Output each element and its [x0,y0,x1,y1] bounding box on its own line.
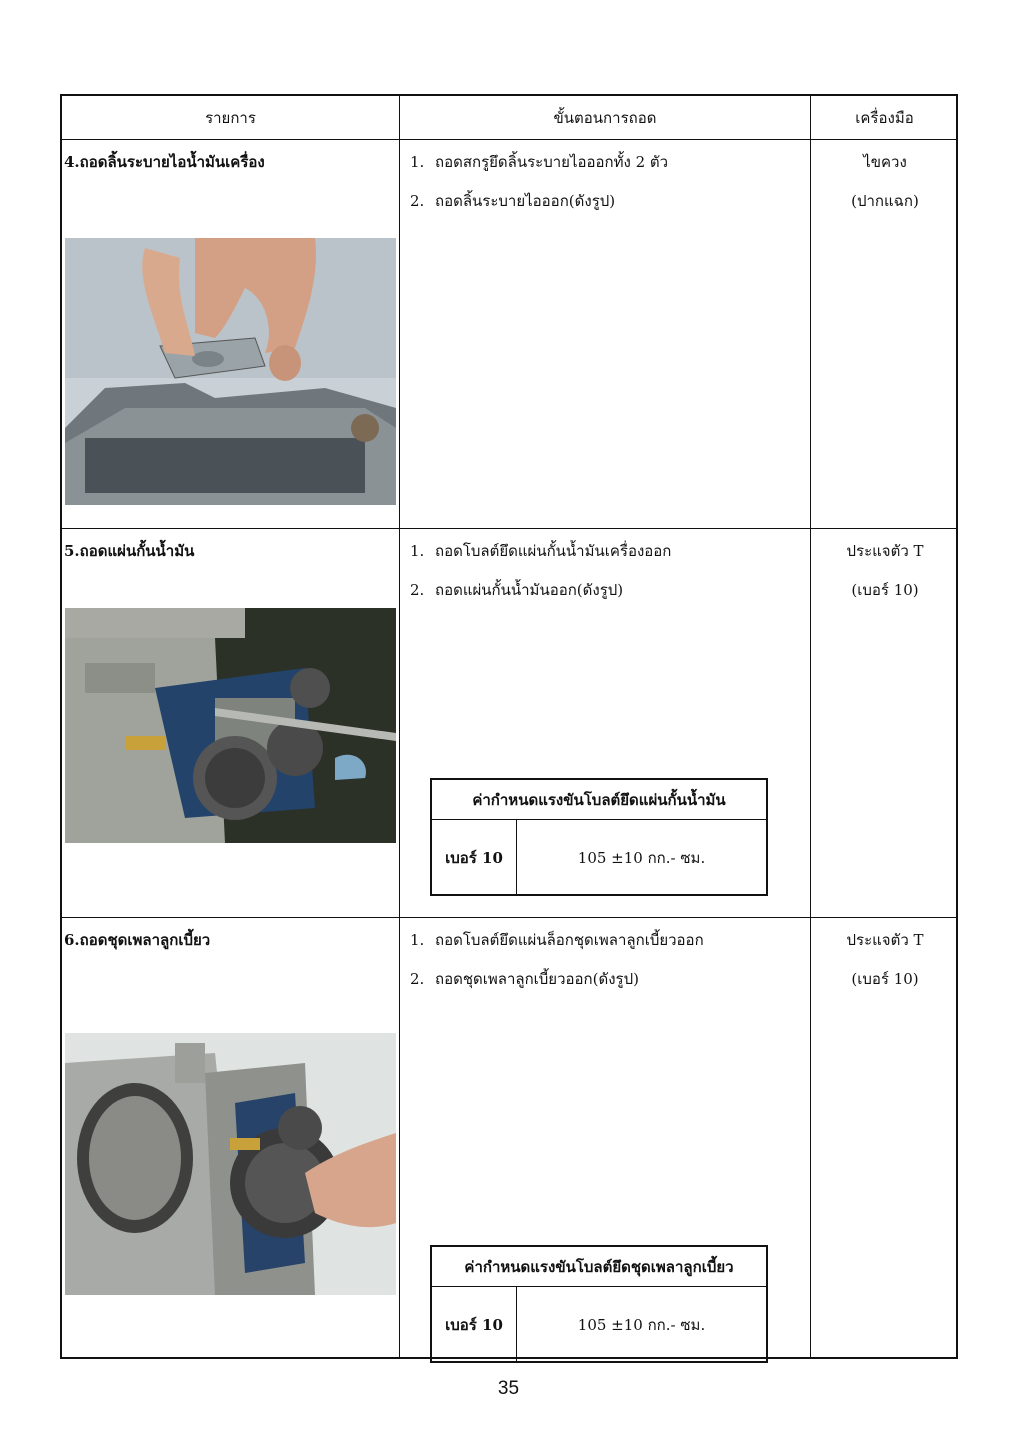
torque-spec-header: ค่ากำหนดแรงขันโบลต์ยึดชุดเพลาลูกเบี้ยว [432,1247,766,1287]
step-item: 1. ถอดสกรูยึดลิ้นระบายไอออกทั้ง 2 ตัว [410,153,669,171]
camshaft-assembly-photo [65,1033,396,1295]
tools-list [812,928,958,1006]
steps-list [410,539,810,617]
tool-spec: (ปากแฉก) [851,192,919,210]
row-title: 4.ถอดลิ้นระบายไอน้ำมันเครื่อง [64,153,265,171]
step-item: 1. ถอดโบลต์ยึดแผ่นกั้นน้ำมันเครื่องออก [410,542,672,560]
oil-baffle-plate-photo [65,608,396,843]
table-row [62,140,958,528]
torque-spec-value: 105 ±10 กก.- ซม. [577,848,706,867]
steps-list [410,928,810,1006]
breather-valve-photo [65,238,396,505]
tool-spec: (เบอร์ 10) [851,581,919,599]
header-tools: เครื่องมือ [855,109,914,127]
table-row [62,918,958,1359]
torque-spec-value: 105 ±10 กก.- ซม. [577,1315,706,1334]
step-item: 2. ถอดแผ่นกั้นน้ำมันออก(ดังรูป) [410,581,624,599]
tools-list [812,539,958,617]
tools-list [812,150,958,228]
tool-name: ไขควง [863,153,907,171]
row-title: 5.ถอดแผ่นกั้นน้ำมัน [64,542,195,560]
row-title: 6.ถอดชุดเพลาลูกเบี้ยว [64,931,211,949]
disassembly-table [60,94,958,1359]
steps-list [410,150,810,228]
header-steps: ขั้นตอนการถอด [553,109,657,127]
torque-spec-label: เบอร์ 10 [432,1287,517,1362]
step-item: 2. ถอดชุดเพลาลูกเบี้ยวออก(ดังรูป) [410,970,639,988]
page-number: 35 [497,1378,520,1399]
tool-spec: (เบอร์ 10) [851,970,919,988]
step-item: 1. ถอดโบลต์ยึดแผ่นล็อกชุดเพลาลูกเบี้ยวออก [410,931,704,949]
table-row [62,529,958,917]
torque-spec-table [430,778,768,896]
torque-spec-label: เบอร์ 10 [432,820,517,895]
torque-spec-header: ค่ากำหนดแรงขันโบลต์ยึดแผ่นกั้นน้ำมัน [432,780,766,820]
tool-name: ประแจตัว T [846,931,924,949]
torque-spec-table [430,1245,768,1363]
tool-name: ประแจตัว T [846,542,924,560]
step-item: 2. ถอดลิ้นระบายไอออก(ดังรูป) [410,192,616,210]
header-item: รายการ [205,109,256,127]
